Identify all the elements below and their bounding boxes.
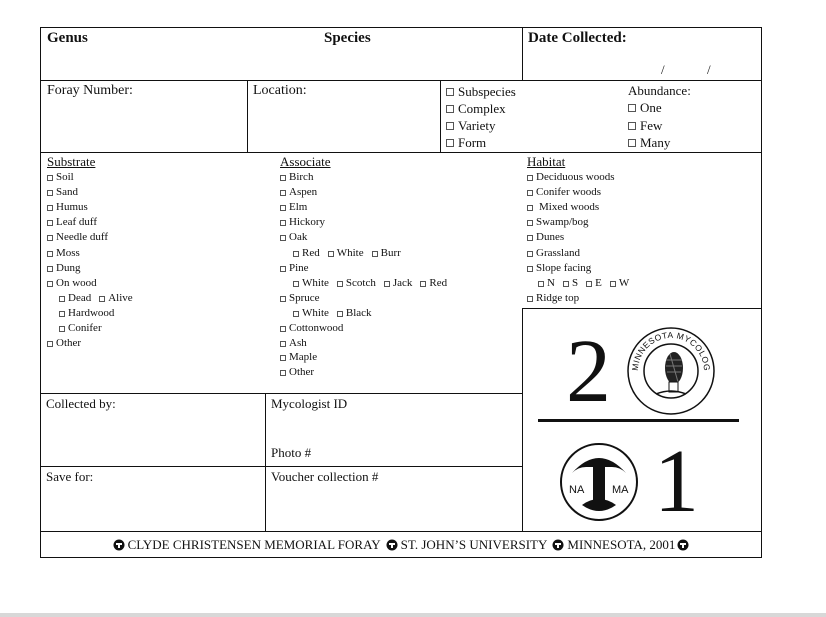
associate-elm[interactable]: Elm [280,202,307,213]
checkbox[interactable] [59,326,65,332]
associate-oak[interactable]: Oak [280,232,307,243]
divider-date [522,27,523,80]
checkbox[interactable] [446,105,454,113]
collected-by-label: Collected by: [46,396,116,411]
checkbox[interactable] [47,251,53,257]
checkbox[interactable] [527,235,533,241]
save-for-label: Save for: [46,469,94,484]
substrate-soil[interactable]: Soil [47,172,74,183]
checkbox[interactable] [446,139,454,147]
mushroom-icon [677,539,689,551]
wood-conifer[interactable]: Conifer [59,323,102,334]
checkbox[interactable] [47,190,53,196]
checkbox[interactable] [446,122,454,130]
substrate-leaf-duff[interactable]: Leaf duff [47,217,97,228]
checkbox[interactable] [527,266,533,272]
oak-types[interactable]: Red White Burr [293,248,401,259]
divider-logo-top [522,308,762,309]
year-digit-top: 2 [566,322,611,421]
checkbox[interactable] [527,190,533,196]
substrate-sand[interactable]: Sand [47,187,78,198]
checkbox[interactable] [527,296,533,302]
divider-rank [440,80,441,152]
species-label: Species [324,30,371,46]
checkbox[interactable] [59,296,65,302]
checkbox[interactable] [280,296,286,302]
checkbox[interactable] [446,88,454,96]
habitat-ridge[interactable]: Ridge top [527,293,579,304]
genus-label: Genus [47,30,88,46]
footer-university: ST. JOHN’S UNIVERSITY [400,536,548,552]
associate-birch[interactable]: Birch [280,172,313,183]
associate-hickory[interactable]: Hickory [280,217,325,228]
mushroom-icon [386,539,398,551]
mycological-society-seal [626,326,716,416]
rank-subspecies[interactable]: Subspecies [446,85,516,98]
date-separator: / [707,62,711,77]
divider-lower [40,393,522,394]
checkbox[interactable] [384,281,390,287]
abundance-many[interactable]: Many [628,136,670,149]
rank-variety[interactable]: Variety [446,119,496,132]
divider-lower-mid [265,393,266,531]
mushroom-icon [562,445,636,519]
substrate-moss[interactable]: Moss [47,248,80,259]
seal-text: MINNESOTA MYCOLOG [629,329,713,372]
footer [40,531,762,558]
associate-aspen[interactable]: Aspen [280,187,317,198]
associate-pine[interactable]: Pine [280,263,309,274]
substrate-title: Substrate [47,154,96,169]
year-digit-bottom: 1 [654,432,699,531]
footer-foray: CLYDE CHRISTENSEN MEMORIAL FORAY [127,536,381,552]
checkbox[interactable] [293,311,299,317]
checkbox[interactable] [47,205,53,211]
checkbox[interactable] [280,220,286,226]
footer-state-year: MINNESOTA, 2001 [567,536,676,552]
checkbox[interactable] [280,326,286,332]
checkbox[interactable] [99,296,105,302]
nama-left-text: NA [569,484,585,496]
checkbox[interactable] [628,104,636,112]
checkbox[interactable] [280,370,286,376]
checkbox[interactable] [280,355,286,361]
checkbox[interactable] [280,205,286,211]
spruce-types[interactable]: White Black [293,308,372,319]
checkbox[interactable] [59,311,65,317]
habitat-dunes[interactable]: Dunes [527,232,564,243]
checkbox[interactable] [527,220,533,226]
checkbox[interactable] [47,341,53,347]
divider-row2 [40,152,762,153]
morel-icon [626,326,716,416]
associate-maple[interactable]: Maple [280,352,317,363]
abundance-few[interactable]: Few [628,119,662,132]
habitat-slope[interactable]: Slope facing [527,263,591,274]
checkbox[interactable] [280,175,286,181]
substrate-other[interactable]: Other [47,338,81,349]
checkbox[interactable] [328,251,334,257]
checkbox[interactable] [563,281,569,287]
mushroom-icon [552,539,564,551]
card-edge [0,613,826,617]
checkbox[interactable] [628,122,636,130]
habitat-deciduous[interactable]: Deciduous woods [527,172,615,183]
fraction-bar [538,419,739,422]
checkbox[interactable] [527,205,533,211]
substrate-humus[interactable]: Humus [47,202,88,213]
checkbox[interactable] [47,281,53,287]
divider-header [40,80,762,81]
substrate-needle-duff[interactable]: Needle duff [47,232,108,243]
mushroom-icon [113,539,125,551]
photo-label: Photo # [271,445,312,460]
mycologist-id-label: Mycologist ID [271,396,348,411]
slope-directions[interactable]: N S E W [538,278,629,289]
checkbox[interactable] [628,139,636,147]
checkbox[interactable] [610,281,616,287]
substrate-on-wood[interactable]: On wood [47,278,97,289]
rank-form[interactable]: Form [446,136,486,149]
voucher-label: Voucher collection # [271,469,379,484]
checkbox[interactable] [293,281,299,287]
checkbox[interactable] [280,341,286,347]
divider-location [247,80,248,152]
habitat-conifer[interactable]: Conifer woods [527,187,601,198]
checkbox[interactable] [586,281,592,287]
checkbox[interactable] [280,266,286,272]
abundance-label: Abundance: [628,83,691,98]
checkbox[interactable] [372,251,378,257]
habitat-mixed[interactable]: Mixed woods [527,202,599,213]
checkbox[interactable] [47,220,53,226]
checkbox[interactable] [527,251,533,257]
foray-number-label: Foray Number: [47,83,133,98]
abundance-one[interactable]: One [628,101,662,114]
associate-title: Associate [280,154,331,169]
wood-hardwood[interactable]: Hardwood [59,308,114,319]
checkbox[interactable] [527,175,533,181]
rank-complex[interactable]: Complex [446,102,506,115]
habitat-grassland[interactable]: Grassland [527,248,580,259]
divider-save [40,466,522,467]
checkbox[interactable] [47,175,53,181]
checkbox[interactable] [337,311,343,317]
location-label: Location: [253,83,307,98]
associate-cottonwood[interactable]: Cottonwood [280,323,343,334]
checkbox[interactable] [538,281,544,287]
checkbox[interactable] [280,235,286,241]
checkbox[interactable] [420,281,426,287]
nama-right-text: MA [612,484,629,496]
nama-logo [560,443,638,521]
substrate-dung[interactable]: Dung [47,263,80,274]
wood-state[interactable]: Dead Alive [59,293,133,304]
checkbox[interactable] [293,251,299,257]
associate-other[interactable]: Other [280,367,314,378]
checkbox[interactable] [47,266,53,272]
associate-ash[interactable]: Ash [280,338,307,349]
associate-spruce[interactable]: Spruce [280,293,320,304]
date-separator: / [661,62,665,77]
habitat-title: Habitat [527,154,566,169]
divider-logo-left [522,308,523,531]
date-collected-label: Date Collected: [528,30,627,46]
checkbox[interactable] [337,281,343,287]
pine-types[interactable]: White Scotch Jack Red [293,278,447,289]
checkbox[interactable] [280,190,286,196]
habitat-swamp[interactable]: Swamp/bog [527,217,589,228]
checkbox[interactable] [47,235,53,241]
